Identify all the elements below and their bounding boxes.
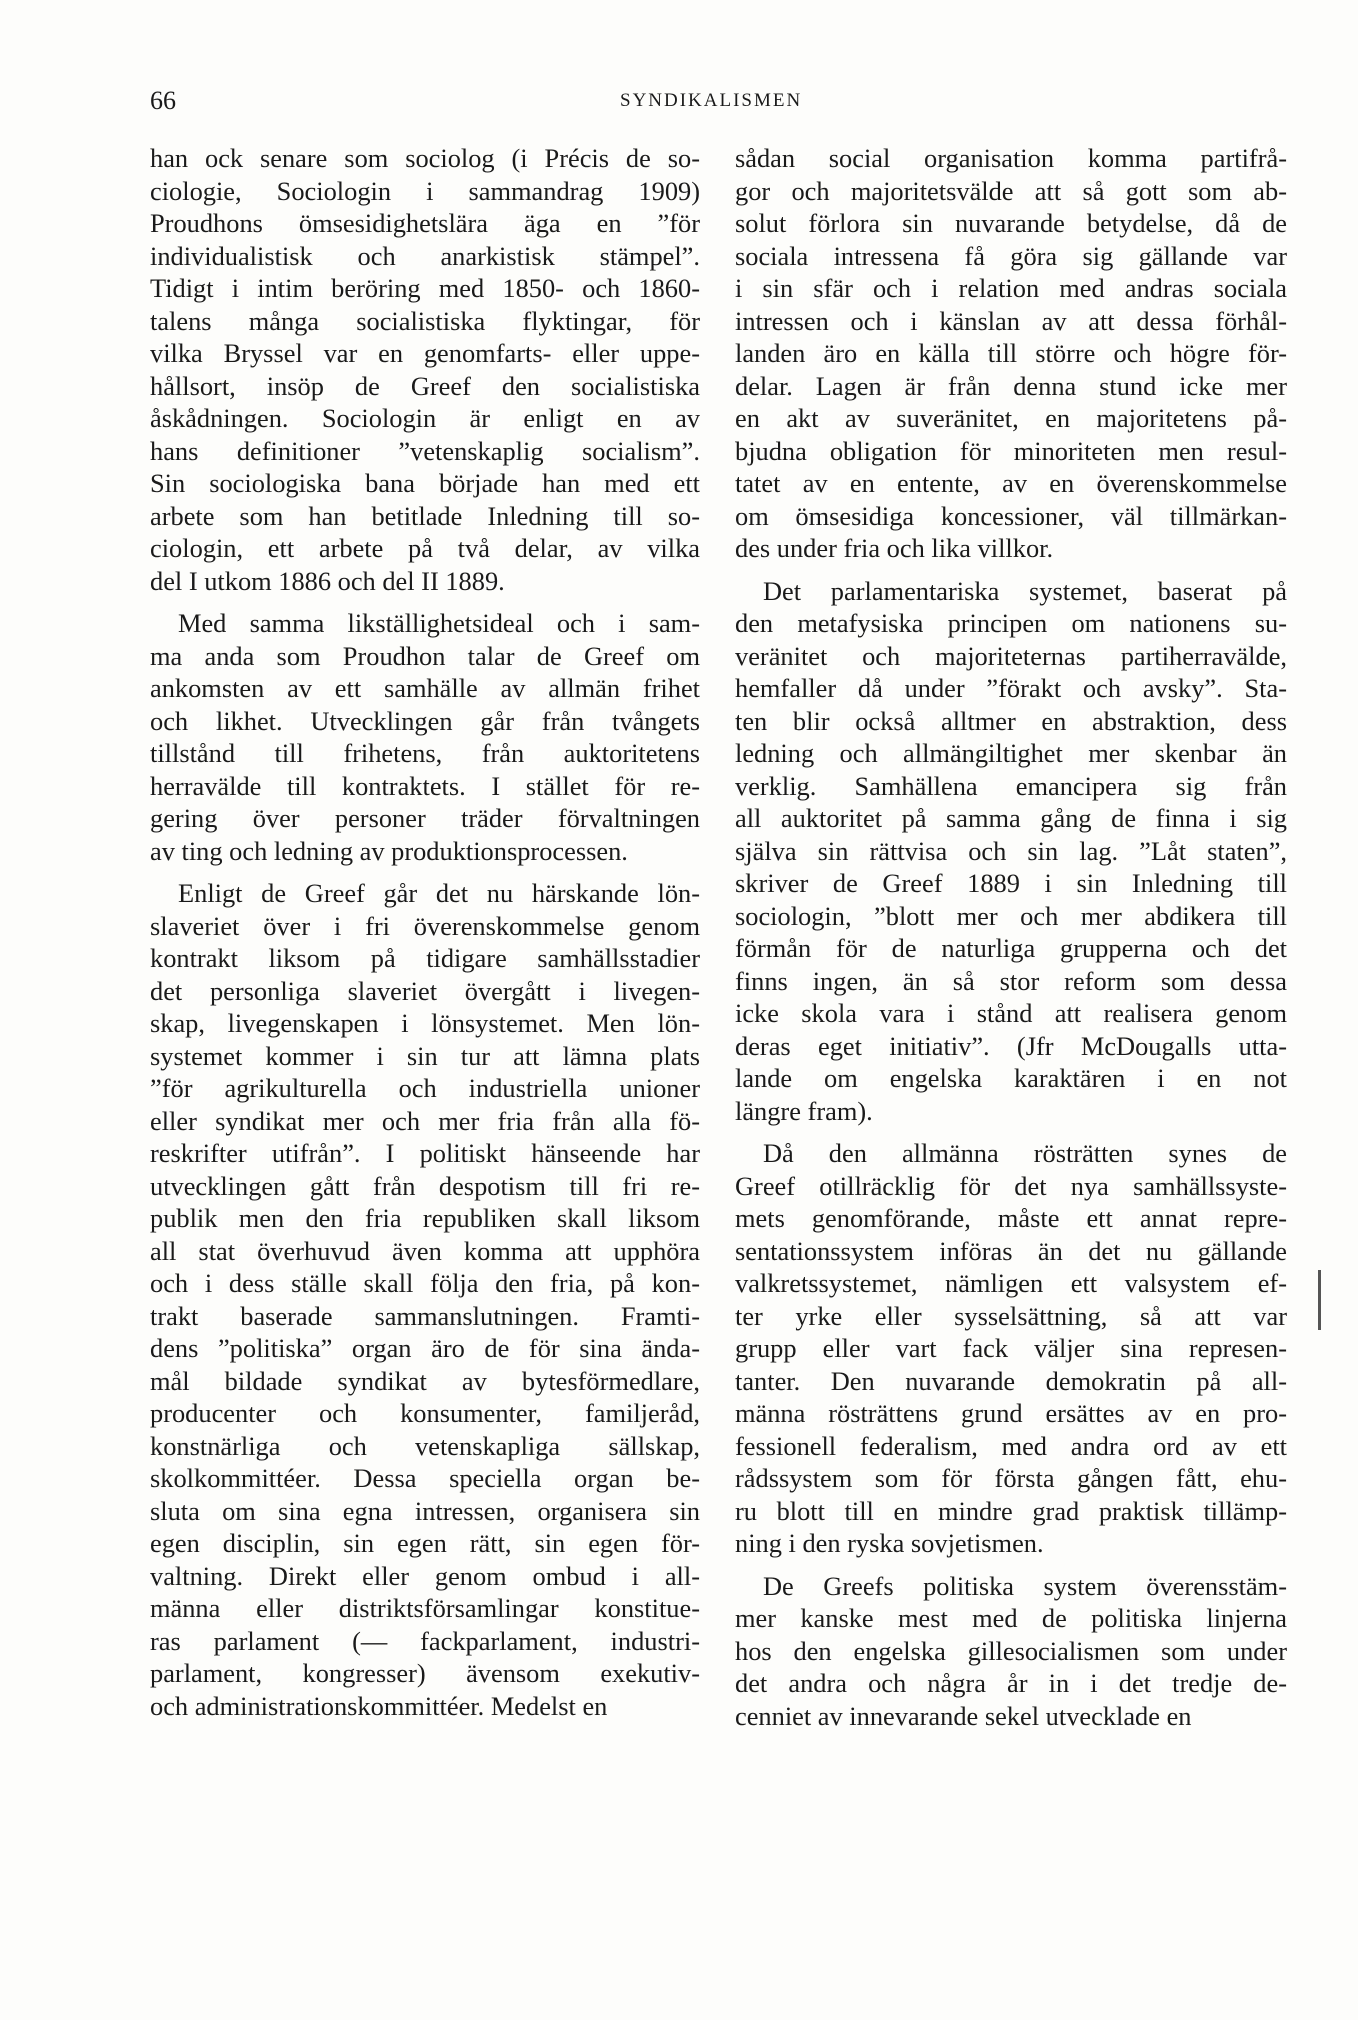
text-line: herravälde till kontraktets. I stället för re- [150, 770, 700, 801]
text-line: Det parlamentariska systemet, baserat på [763, 575, 1287, 606]
text-line: hans definitioner ”vetenskaplig socialism”. [150, 435, 700, 466]
text-line: skap, livegenskapen i lönsystemet. Men lön- [150, 1008, 700, 1038]
text-line: och i dess ställe skall följa den fria, på kon- [150, 1268, 700, 1298]
text-line: männa eller distriktsförsamlingar konstitue- [150, 1593, 700, 1623]
text-line: Proudhons ömsesidighetslära äga en ”för [150, 208, 700, 238]
text-line: konstnärliga och vetenskapliga sällskap, [150, 1430, 700, 1461]
paragraph [735, 1570, 1287, 1733]
paragraph [150, 607, 700, 867]
text-line: den metafysiska principen om nationens su- [735, 608, 1287, 638]
text-line: tanter. Den nuvarande demokratin på all- [735, 1365, 1287, 1396]
text-line: och administrationskommittéer. Medelst en [150, 1690, 608, 1721]
text-line: egen disciplin, sin egen rätt, sin egen för- [150, 1528, 700, 1558]
text-line: ma anda som Proudhon talar de Greef om [150, 640, 700, 671]
text-line: ning i den ryska sovjetismen. [735, 1528, 1044, 1558]
text-line: gor och majoritetsvälde att så gott som ab- [735, 175, 1287, 206]
text-line: mer kanske mest med de politiska linjerna [735, 1603, 1287, 1633]
text-line: bjudna obligation för minoriteten men resul- [735, 435, 1287, 466]
text-line: systemet kommer i sin tur att lämna plats [150, 1040, 700, 1071]
text-line: Med samma likställighetsideal och i sam- [178, 608, 700, 638]
text-line: skriver de Greef 1889 i sin Inledning till [735, 868, 1287, 898]
text-line: delar. Lagen är från denna stund icke mer [735, 370, 1287, 401]
text-line: De Greefs politiska system överensstäm- [763, 1570, 1287, 1601]
text-line: kontrakt liksom på tidigare samhällsstadier [150, 943, 700, 973]
text-line: i sin sfär och i relation med andras sociala [735, 273, 1287, 303]
text-line: Enligt de Greef går det nu härskande lön- [178, 878, 700, 908]
text-line: ras parlament (— fackparlament, industri- [150, 1625, 700, 1656]
text-line: rådssystem som för första gången fått, ehu- [735, 1463, 1287, 1493]
text-line: sociala intressena få göra sig gällande var [735, 240, 1287, 271]
text-line: sådan social organisation komma partifrå- [735, 143, 1287, 173]
paragraph [150, 877, 700, 1722]
text-line: arbete som han betitlade Inledning till so- [150, 500, 700, 531]
right-column [735, 142, 1287, 1742]
text-line: det personliga slaveriet övergått i livegen- [150, 975, 700, 1006]
text-line: och likhet. Utvecklingen går från tvångets [150, 705, 700, 736]
text-line: all auktoritet på samma gång de finna i sig [735, 803, 1287, 833]
text-line: sociologin, ”blott mer och mer abdikera till [735, 900, 1287, 931]
left-column [150, 142, 700, 1732]
paragraph [735, 575, 1287, 1128]
text-line: fessionell federalism, med andra ord av ett [735, 1430, 1287, 1461]
paragraph [735, 1137, 1287, 1560]
text-line: tatet av en entente, av en överenskommelse [735, 468, 1287, 498]
text-line: gering över personer träder förvaltningen [150, 803, 700, 833]
text-line: deras eget initiativ”. (Jfr McDougalls utta- [735, 1030, 1287, 1061]
text-line: sluta om sina egna intressen, organisera sin [150, 1495, 700, 1526]
text-line: hållsort, insöp de Greef den socialistiska [150, 370, 700, 401]
text-line: om ömsesidiga koncessioner, väl tillmärkan- [735, 500, 1287, 531]
text-line: ledning och allmängiltighet mer skenbar än [735, 738, 1287, 768]
text-line: av ting och ledning av produktionsprocessen. [150, 835, 628, 866]
paragraph [735, 142, 1287, 565]
text-line: trakt baserade sammanslutningen. Framti- [150, 1300, 700, 1331]
text-line: sentationssystem införas än det nu gällande [735, 1235, 1287, 1266]
text-line: förmån för de naturliga grupperna och det [735, 933, 1287, 963]
text-line: producenter och konsumenter, familjeråd, [150, 1398, 700, 1428]
text-line: Då den allmänna rösträtten synes de [763, 1138, 1287, 1168]
text-line: Greef otillräcklig för det nya samhällssyste- [735, 1170, 1287, 1201]
margin-mark [1318, 1270, 1321, 1330]
text-line: all stat överhuvud även komma att upphöra [150, 1235, 700, 1266]
text-line: cenniet av innevarande sekel utvecklade en [735, 1700, 1192, 1731]
text-line: intressen och i känslan av att dessa förhål- [735, 305, 1287, 336]
text-line: det andra och några år in i det tredje de- [735, 1668, 1287, 1698]
text-line: utvecklingen gått från despotism till fri re- [150, 1170, 700, 1201]
text-line: grupp eller vart fack väljer sina represen- [735, 1333, 1287, 1363]
page-header [150, 86, 1290, 126]
text-line: ciologin, ett arbete på två delar, av vilka [150, 533, 700, 563]
text-line: hemfaller då under ”förakt och avsky”. Sta- [735, 673, 1287, 703]
text-line: valkretssystemet, nämligen ett valsystem ef- [735, 1268, 1287, 1298]
text-line: mets genomförande, måste ett annat repre- [735, 1203, 1287, 1233]
text-line: ankomsten av ett samhälle av allmän frihet [150, 673, 700, 703]
text-line: veränitet och majoriteternas partiherravälde, [735, 640, 1287, 671]
text-line: en akt av suveränitet, en majoritetens på- [735, 403, 1287, 433]
text-line: ru blott till en mindre grad praktisk tillämp- [735, 1495, 1287, 1526]
text-line: del I utkom 1886 och del II 1889. [150, 565, 505, 596]
text-line: han ock senare som sociolog (i Précis de so- [150, 143, 700, 173]
text-line: reskrifter utifrån”. I politiskt hänseende har [150, 1138, 700, 1168]
text-line: eller syndikat mer och mer fria från alla fö- [150, 1105, 700, 1136]
text-line: icke skola vara i stånd att realisera genom [735, 998, 1287, 1028]
text-line: längre fram). [735, 1095, 873, 1126]
text-line: dens ”politiska” organ äro de för sina ända- [150, 1333, 700, 1363]
text-line: solut förlora sin nuvarande betydelse, då de [735, 208, 1287, 238]
text-line: vilka Bryssel var en genomfarts- eller uppe- [150, 338, 700, 368]
text-line: tillstånd till frihetens, från auktoritetens [150, 738, 700, 768]
running-head: SYNDIKALISMEN [620, 90, 803, 111]
text-line: des under fria och lika villkor. [735, 533, 1054, 563]
text-line: lande om engelska karaktären i en not [735, 1063, 1287, 1093]
text-line: ”för agrikulturella och industriella unioner [150, 1073, 700, 1103]
text-line: slaveriet över i fri överenskommelse genom [150, 910, 700, 941]
text-line: finns ingen, än så stor reform som dessa [735, 965, 1287, 996]
page-number: 66 [150, 86, 176, 115]
text-line: publik men den fria republiken skall liksom [150, 1203, 700, 1233]
text-line: ten blir också alltmer en abstraktion, dess [735, 705, 1287, 736]
text-line: verklig. Samhällena emancipera sig från [735, 770, 1287, 801]
text-line: talens många socialistiska flyktingar, för [150, 305, 700, 336]
text-line: parlament, kongresser) ävensom exekutiv- [150, 1658, 700, 1688]
text-line: Sin sociologiska bana började han med ett [150, 468, 700, 498]
text-line: hos den engelska gillesocialismen som under [735, 1635, 1287, 1666]
text-line: Tidigt i intim beröring med 1850- och 1860- [150, 273, 700, 303]
text-line: landen äro en källa till större och högre för- [735, 338, 1287, 368]
text-line: valtning. Direkt eller genom ombud i all- [150, 1560, 700, 1591]
text-line: ter yrke eller sysselsättning, så att var [735, 1300, 1287, 1331]
text-line: åskådningen. Sociologin är enligt en av [150, 403, 700, 433]
text-line: själva sin rättvisa och sin lag. ”Låt staten”, [735, 835, 1287, 866]
text-line: ciologie, Sociologin i sammandrag 1909) [150, 175, 700, 206]
text-line: individualistisk och anarkistisk stämpel”. [150, 240, 700, 271]
text-line: mål bildade syndikat av bytesförmedlare, [150, 1365, 700, 1396]
paragraph [150, 142, 700, 597]
text-line: männa rösträttens grund ersättes av en pro- [735, 1398, 1287, 1428]
text-line: skolkommittéer. Dessa speciella organ be- [150, 1463, 700, 1493]
